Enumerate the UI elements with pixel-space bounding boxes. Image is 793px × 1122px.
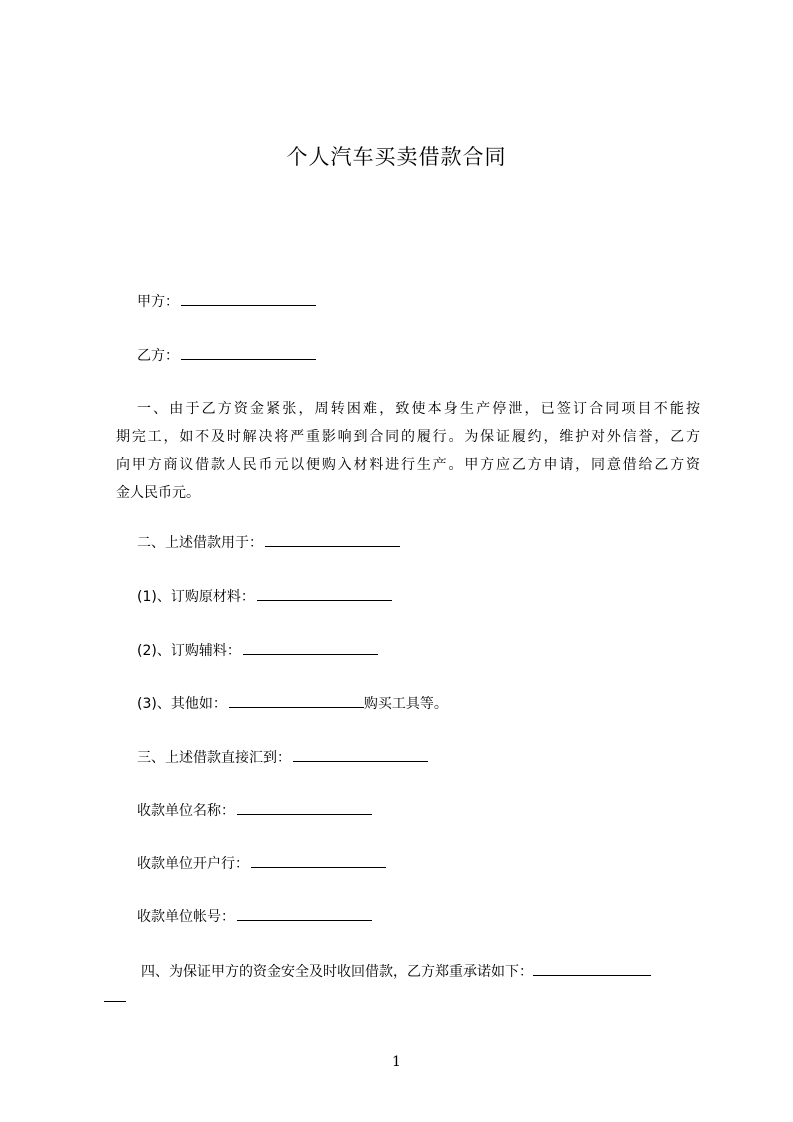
party-b-line <box>137 345 316 366</box>
clause-2-line <box>137 532 400 553</box>
item-1-label: (1)、订购原材料： <box>137 589 255 605</box>
party-a-label: 甲方： <box>137 294 179 310</box>
clause-4-blank-continuation <box>104 1000 126 1002</box>
item-2-label: (2)、订购辅料： <box>137 643 241 659</box>
clause-2-label: 二、上述借款用于： <box>137 535 263 551</box>
clause-3-blank <box>293 747 428 762</box>
party-a-line <box>137 291 316 312</box>
payee-account-label: 收款单位帐号： <box>137 909 235 925</box>
payee-account-blank <box>237 906 372 921</box>
clause-2-blank <box>265 532 400 547</box>
clause-1-paragraph <box>116 395 700 507</box>
clause-1-row-4: 金人民币元。 <box>116 485 200 501</box>
clause-1-row-3: 向甲方商议借款人民币元以便购入材料进行生产。甲方应乙方申请，同意借给乙方资 <box>116 457 700 473</box>
payee-name-line <box>137 800 372 821</box>
payee-bank-label: 收款单位开户行： <box>137 856 249 872</box>
clause-4-label: 四、为保证甲方的资金安全及时收回借款，乙方郑重承诺如下： <box>141 964 533 980</box>
item-2-line <box>137 640 378 661</box>
clause-3-label: 三、上述借款直接汇到： <box>137 750 291 766</box>
clause-4-line <box>141 961 651 982</box>
clause-4-blank <box>533 961 651 976</box>
clause-1-row-2: 期完工，如不及时解决将严重影响到合同的履行。为保证履约，维护对外信誉，乙方 <box>116 429 700 445</box>
item-1-line <box>137 586 392 607</box>
page-number: 1 <box>392 1054 401 1070</box>
clause-3-line <box>137 747 428 768</box>
payee-account-line <box>137 906 372 927</box>
payee-bank-blank <box>251 853 386 868</box>
item-1-blank <box>257 586 392 601</box>
document-title: 个人汽车买卖借款合同 <box>286 145 507 169</box>
payee-name-blank <box>237 800 372 815</box>
item-3-blank <box>229 693 364 708</box>
party-b-label: 乙方： <box>137 348 179 364</box>
item-3-line <box>137 693 448 714</box>
clause-1-row-1: 一、由于乙方资金紧张，周转困难，致使本身生产停泄，已签订合同项目不能按 <box>137 401 700 417</box>
party-b-blank <box>181 345 316 360</box>
item-3-suffix: 购买工具等。 <box>363 696 448 712</box>
party-a-blank <box>181 291 316 306</box>
item-3-label: (3)、其他如： <box>137 696 227 712</box>
payee-name-label: 收款单位名称： <box>137 803 235 819</box>
payee-bank-line <box>137 853 386 874</box>
item-2-blank <box>243 640 378 655</box>
